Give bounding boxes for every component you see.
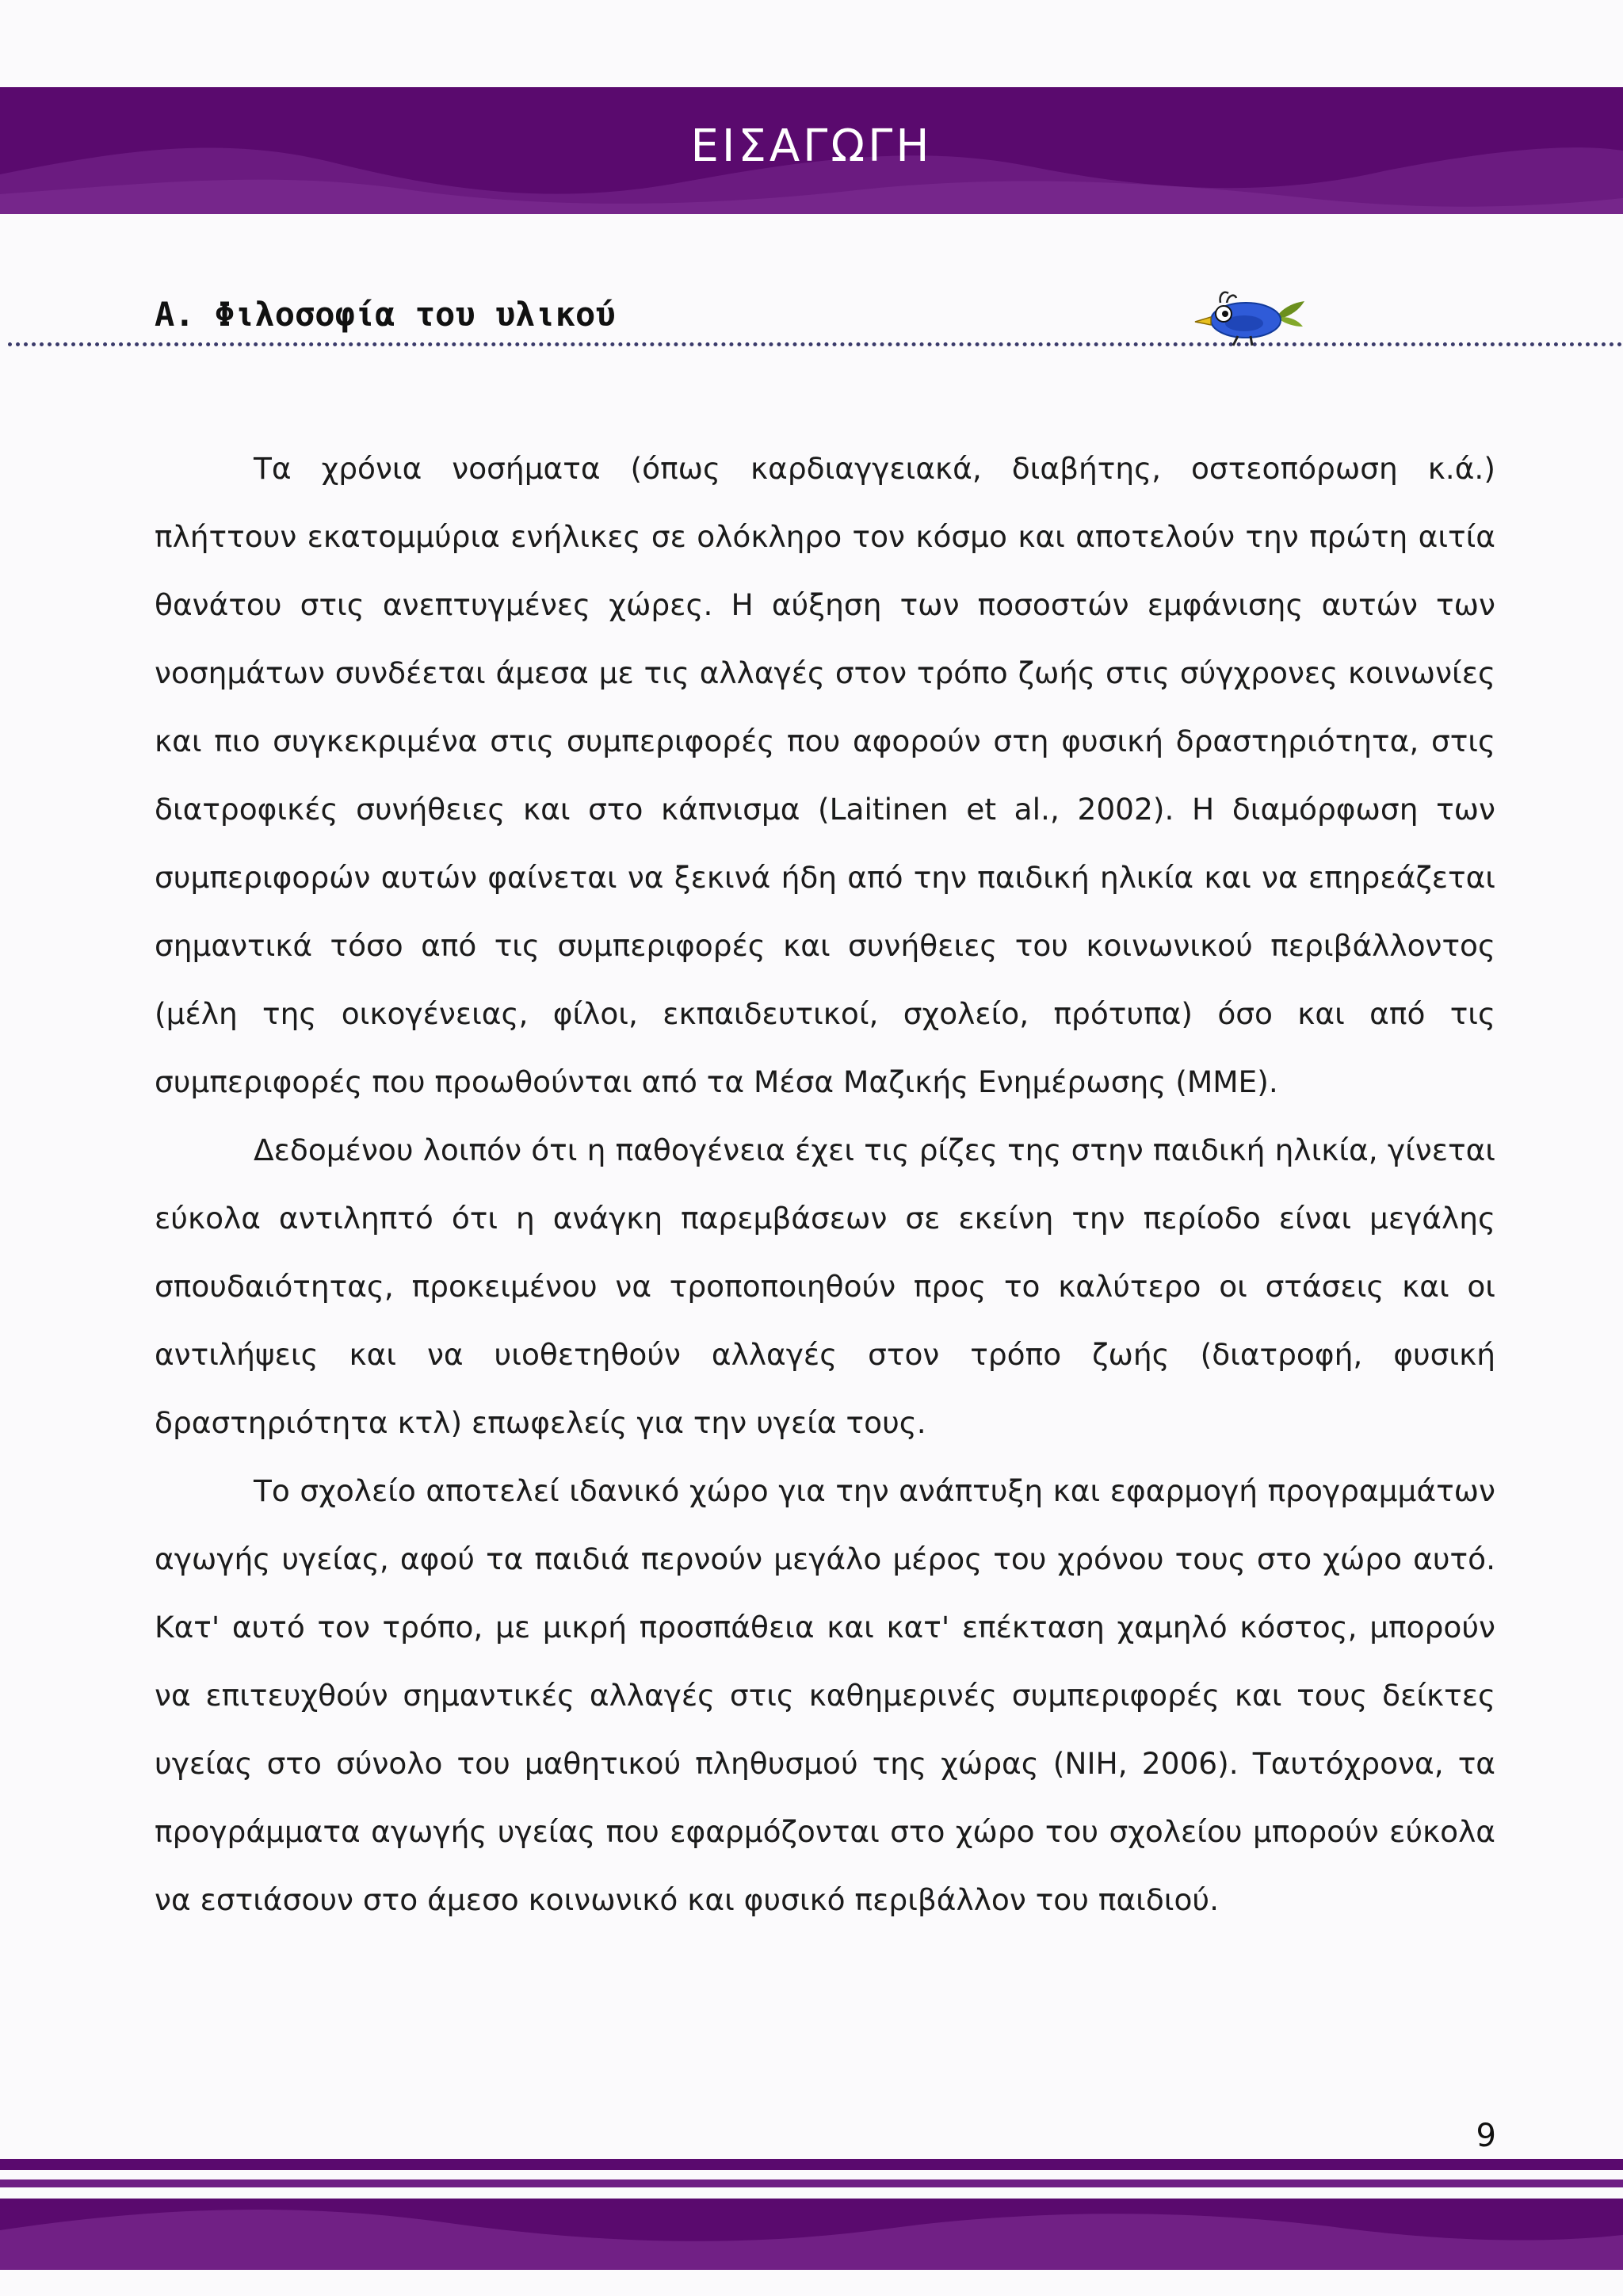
dotted-divider	[8, 342, 1623, 346]
paragraph-2: Δεδομένου λοιπόν ότι η παθογένεια έχει τις ρίζες της στην παιδική ηλικία, γίνεται εύκολα αντιληπτό ότι η ανάγκη παρεμβάσεων σε εκείνη την περίοδο είναι μεγάλης σπουδαιότητας, προκειμένου να τροποποιηθούν προς το καλύτερο οι στάσεις και οι αντιλήψεις και να υιοθετηθούν αλλαγές στον τρόπο ζωής (διατροφή, φυσική δραστηριότητα κτλ) επωφελείς για την υγεία τους.	[155, 1133, 1495, 1440]
body-text	[155, 434, 1495, 1934]
header-banner	[0, 87, 1623, 214]
footer-banner	[0, 2159, 1623, 2270]
footer-stripes-decoration	[0, 2159, 1623, 2270]
section-heading: Α. Φιλοσοφία του υλικού	[155, 295, 616, 334]
page-number: 9	[1476, 2118, 1496, 2154]
paragraph-3: Το σχολείο αποτελεί ιδανικό χώρο για την ανάπτυξη και εφαρμογή προγραμμάτων αγωγής υγείας, αφού τα παιδιά περνούν μεγάλο μέρος του χρόνου τους στο χώρο αυτό. Κατ' αυτό τον τρόπο, με μικρή προσπάθεια και κατ' επέκταση χαμηλό κόστος, μπορούν να επιτευχθούν σημαντικές αλλαγές στις καθημερινές συμπεριφορές και τους δείκτες υγείας στο σύνολο του μαθητικού πληθυσμού της χώρας (NIH, 2006). Ταυτόχρονα, τα προγράμματα αγωγής υγείας που εφαρμόζονται στο χώρο του σχολείου μπορούν εύκολα να εστιάσουν στο άμεσο κοινωνικό και φυσικό περιβάλλον του παιδιού.	[155, 1473, 1495, 1917]
page-title: ΕΙΣΑΓΩΓΗ	[690, 120, 933, 172]
paragraph-1: Τα χρόνια νοσήματα (όπως καρδιαγγειακά, διαβήτης, οστεοπόρωση κ.ά.) πλήττουν εκατομμύρια ενήλικες σε ολόκληρο τον κόσμο και αποτελούν την πρώτη αιτία θανάτου στις ανεπτυγμένες χώρες. Η αύξηση των ποσοστών εμφάνισης αυτών των νοσημάτων συνδέεται άμεσα με τις αλλαγές στον τρόπο ζωής στις σύγχρονες κοινωνίες και πιο συγκεκριμένα στις συμπεριφορές που αφορούν στη φυσική δραστηριότητα, στις διατροφικές συνήθειες και στο κάπνισμα (Laitinen et al., 2002). Η διαμόρφωση των συμπεριφορών αυτών φαίνεται να ξεκινά ήδη από την παιδική ηλικία και να επηρεάζεται σημαντικά τόσο από τις συμπεριφορές και συνήθειες του κοινωνικού περιβάλλοντος (μέλη της οικογένειας, φίλοι, εκπαιδευτικοί, σχολείο, πρότυπα) όσο και από τις συμπεριφορές που προωθούνται από τα Μέσα Μαζικής Ενημέρωσης (ΜΜΕ).	[155, 451, 1495, 1099]
bird-icon	[1189, 285, 1308, 349]
